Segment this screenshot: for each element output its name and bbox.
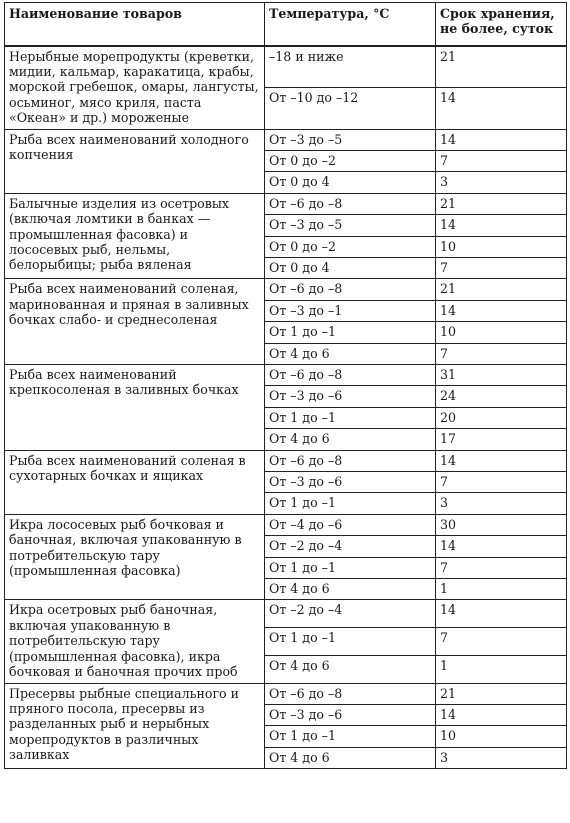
product-name-cell: Икра лососевых рыб бочковая и баночная, включая упакованную в потребительскую тару (промышленная фасовка) (5, 514, 265, 600)
shelf-life-cell: 14 (436, 215, 567, 236)
shelf-life-cell: 20 (436, 407, 567, 428)
temperature-cell: От –3 до –5 (265, 129, 436, 150)
table-row (5, 129, 567, 150)
shelf-life-cell: 14 (436, 600, 567, 628)
temperature-cell: От –10 до –12 (265, 88, 436, 129)
shelf-life-cell: 21 (436, 683, 567, 704)
temperature-cell: От –3 до –6 (265, 704, 436, 725)
shelf-life-cell: 7 (436, 472, 567, 493)
table-row (5, 193, 567, 214)
temperature-cell: От –6 до –8 (265, 193, 436, 214)
header-product: Наименование товаров (5, 3, 265, 46)
table-row (5, 600, 567, 628)
temperature-cell: От –4 до –6 (265, 514, 436, 535)
shelf-life-cell: 1 (436, 579, 567, 600)
shelf-life-cell: 21 (436, 279, 567, 300)
temperature-cell: От 4 до 6 (265, 747, 436, 768)
shelf-life-cell: 14 (436, 536, 567, 557)
table-row (5, 365, 567, 386)
shelf-life-cell: 3 (436, 172, 567, 193)
shelf-life-cell: 17 (436, 429, 567, 450)
temperature-cell: От 0 до –2 (265, 236, 436, 257)
table-row (5, 46, 567, 88)
temperature-cell: От –2 до –4 (265, 536, 436, 557)
temperature-cell: От –6 до –8 (265, 365, 436, 386)
shelf-life-cell: 10 (436, 322, 567, 343)
temperature-cell: От –3 до –6 (265, 386, 436, 407)
temperature-cell: –18 и ниже (265, 46, 436, 88)
product-name-cell: Икра осетровых рыб баночная, включая упакованную в потребительскую тару (промышленная фасовка), икра бочковая и баночная прочих проб (5, 600, 265, 683)
temperature-cell: От –6 до –8 (265, 683, 436, 704)
product-name-cell: Балычные изделия из осетровых (включая ломтики в банках — промышленная фасовка) и лососевых рыб, нельмы, белорыбицы; рыба вяленая (5, 193, 265, 279)
product-name-cell: Рыба всех наименований соленая в сухотарных бочках и ящиках (5, 450, 265, 514)
temperature-cell: От 4 до 6 (265, 655, 436, 683)
temperature-cell: От 1 до –1 (265, 628, 436, 656)
header-temperature: Температура, °C (265, 3, 436, 46)
shelf-life-cell: 7 (436, 343, 567, 364)
product-name-cell: Рыба всех наименований крепкосоленая в заливных бочках (5, 365, 265, 451)
temperature-cell: От 4 до 6 (265, 429, 436, 450)
table-row (5, 514, 567, 535)
product-name-cell: Рыба всех наименований холодного копчения (5, 129, 265, 193)
temperature-cell: От –6 до –8 (265, 450, 436, 471)
temperature-cell: От –6 до –8 (265, 279, 436, 300)
table-body (5, 46, 567, 769)
shelf-life-cell: 24 (436, 386, 567, 407)
shelf-life-cell: 10 (436, 726, 567, 747)
shelf-life-cell: 1 (436, 655, 567, 683)
header-row (5, 3, 567, 46)
shelf-life-cell: 14 (436, 704, 567, 725)
storage-table (4, 2, 567, 769)
temperature-cell: От 4 до 6 (265, 343, 436, 364)
shelf-life-cell: 3 (436, 493, 567, 514)
shelf-life-cell: 14 (436, 450, 567, 471)
product-name-cell: Рыба всех наименований соленая, маринованная и пряная в заливных бочках слабо- и среднесоленая (5, 279, 265, 365)
product-name-cell: Пресервы рыбные специального и пряного посола, пресервы из разделанных рыб и нерыбных морепродуктов в различных заливках (5, 683, 265, 769)
temperature-cell: От –3 до –6 (265, 472, 436, 493)
temperature-cell: От –3 до –5 (265, 215, 436, 236)
temperature-cell: От 4 до 6 (265, 579, 436, 600)
shelf-life-cell: 14 (436, 300, 567, 321)
shelf-life-cell: 30 (436, 514, 567, 535)
shelf-life-cell: 14 (436, 88, 567, 129)
temperature-cell: От 1 до –1 (265, 407, 436, 428)
shelf-life-cell: 3 (436, 747, 567, 768)
temperature-cell: От 1 до –1 (265, 493, 436, 514)
temperature-cell: От 0 до 4 (265, 172, 436, 193)
table-header (5, 3, 567, 46)
table-row (5, 279, 567, 300)
temperature-cell: От 1 до –1 (265, 322, 436, 343)
table-row (5, 683, 567, 704)
shelf-life-cell: 31 (436, 365, 567, 386)
shelf-life-cell: 7 (436, 150, 567, 171)
shelf-life-cell: 21 (436, 193, 567, 214)
temperature-cell: От 1 до –1 (265, 726, 436, 747)
shelf-life-cell: 7 (436, 257, 567, 278)
table-row (5, 450, 567, 471)
temperature-cell: От 1 до –1 (265, 557, 436, 578)
temperature-cell: От –2 до –4 (265, 600, 436, 628)
shelf-life-cell: 7 (436, 628, 567, 656)
temperature-cell: От 0 до 4 (265, 257, 436, 278)
product-name-cell: Нерыбные морепродукты (креветки, мидии, кальмар, каракатица, крабы, морской гребешок, омары, лангусты, осьминог, мясо криля, паста «Океан» и др.) мороженые (5, 46, 265, 130)
shelf-life-cell: 14 (436, 129, 567, 150)
shelf-life-cell: 21 (436, 46, 567, 88)
header-shelf-life: Срок хранения, не более, суток (436, 3, 567, 46)
shelf-life-cell: 7 (436, 557, 567, 578)
temperature-cell: От 0 до –2 (265, 150, 436, 171)
shelf-life-cell: 10 (436, 236, 567, 257)
temperature-cell: От –3 до –1 (265, 300, 436, 321)
